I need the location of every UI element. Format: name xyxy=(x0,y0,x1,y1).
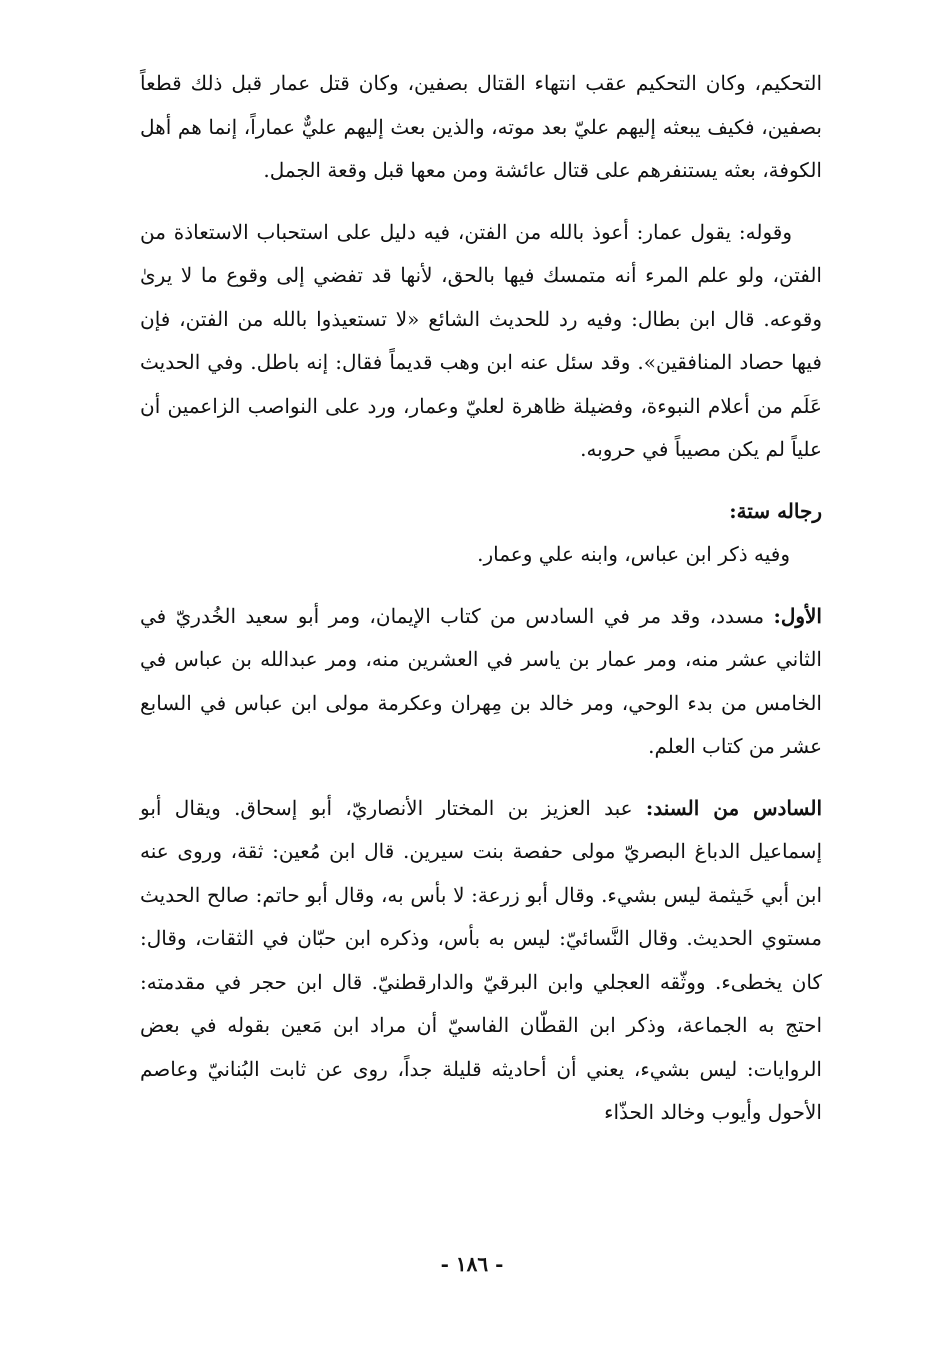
paragraph-commentary xyxy=(140,211,822,472)
paragraph-lead: السادس من السند: xyxy=(645,795,822,820)
page-body xyxy=(140,62,822,1135)
paragraph-text: وقوله: يقول عمار: أعوذ بالله من الفتن، فيه دليل على استحباب الاستعاذة من الفتن، ولو علم المرء أنه متمسك فيها بالحق، لأنها قد تفضي إلى وقوع ما لا يرىٰ وقوعه. قال ابن بطال: وفيه رد للحديث الشائع «لا تستعيذوا بالله من الفتن، فإن فيها حصاد المنافقين». وقد سئل عنه ابن وهب قديماً فقال: إنه باطل. وفي الحديث عَلَم من أعلام النبوءة، وفضيلة ظاهرة لعليّ وعمار، ورد على النواصب الزاعمين أن علياً لم يكن مصيباً في حروبه. xyxy=(140,219,822,461)
paragraph-text: عبد العزيز بن المختار الأنصاريّ، أبو إسحاق. ويقال أبو إسماعيل الدباغ البصريّ مولى حفصة بنت سيرين. قال ابن مُعين: ثقة، وروى عنه ابن أبي خَيثمة ليس بشيء. وقال أبو زرعة: لا بأس به، وقال أبو حاتم: صالح الحديث مستوي الحديث. وقال النَّسائيّ: ليس به بأس، وذكره ابن حبّان في الثقات، وقال: كان يخطىء. ووثّقه العجلي وابن البرقيّ والدارقطنيّ. قال ابن حجر في مقدمته: احتج به الجماعة، وذكر ابن القطّان الفاسيّ أن مراد ابن مَعين بقوله في بعض الروايات: ليس بشيء، يعني أن أحاديثه قليلة جداً، روى عن ثابت البُنانيّ وعاصم الأحول وأيوب وخالد الحذّاء xyxy=(140,795,822,1124)
paragraph-text: مسدد، وقد مر في السادس من كتاب الإيمان، ومر أبو سعيد الخُدريّ في الثاني عشر منه، ومر عمار بن ياسر في العشرين منه، ومر عبدالله بن عباس في الخامس من بدء الوحي، ومر خالد بن مِهران وعكرمة مولى ابن عباس في السابع عشر من كتاب العلم. xyxy=(140,603,822,758)
heading-text: رجاله ستة: xyxy=(729,498,822,523)
section-heading-narrators xyxy=(140,490,822,534)
paragraph-lead: الأول: xyxy=(773,603,822,628)
paragraph-text: التحكيم، وكان التحكيم عقب انتهاء القتال بصفين، وكان قتل عمار قبل ذلك قطعاً بصفين، فكيف يبعثه إليهم عليّ بعد موته، والذين بعث إليهم عليٌّ عماراً، إنما هم أهل الكوفة، بعثه يستنفرهم على قتال عائشة ومن معها قبل وقعة الجمل. xyxy=(140,71,822,182)
paragraph-first-narrator xyxy=(140,595,822,769)
paragraph-sixth-narrator xyxy=(140,787,822,1135)
paragraph-narrators-intro xyxy=(140,533,822,577)
page-number: - ١٨٦ - xyxy=(440,1252,504,1276)
paragraph-text: وفيه ذكر ابن عباس، وابنه علي وعمار. xyxy=(477,542,790,566)
paragraph-context xyxy=(140,62,822,193)
